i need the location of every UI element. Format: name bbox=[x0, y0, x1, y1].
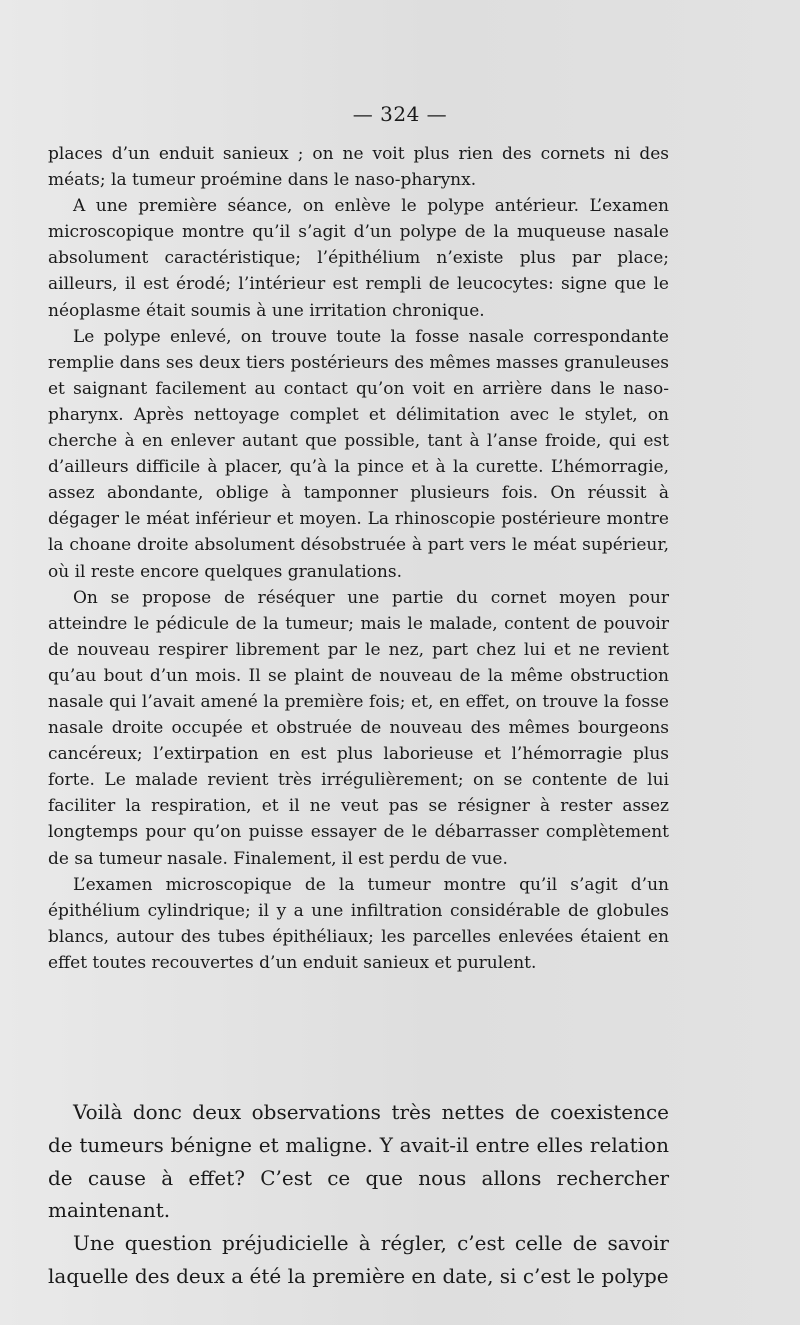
paragraph-preliminary-question: Une question préjudicielle à régler, c’est celle de savoir laquelle des deux a été la première en date, si c’est le polype bbox=[48, 1231, 669, 1288]
paragraph-polyp-removed: Le polype enlevé, on trouve toute la fosse nasale correspondante remplie dans ses deux tiers postérieurs des mêmes masses granuleuses et saignant facilement au contact qu’on voit en arrière dans le naso-pharynx. Après nettoyage complet et délimitation avec le stylet, on cherche à en enlever autant que possible, tant à l’anse froide, qui est d’ailleurs difficile à placer, qu’à la pince et à la curette. L’hémorragie, assez abondante, oblige à tamponner plusieurs fois. On réussit à dégager le méat inférieur et moyen. La rhinoscopie postérieure montre la choane droite absolument désobstruée à part vers le méat supérieur, où il reste encore quelques granulations. bbox=[48, 326, 669, 582]
paragraph-continuation: places d’un enduit sanieux ; on ne voit plus rien des cornets ni des méats; la tumeur proémine dans le naso-pharynx. bbox=[48, 144, 669, 191]
observation-text-block bbox=[48, 141, 669, 976]
page-number: — 324 — bbox=[352, 102, 448, 126]
paragraph-first-session: A une première séance, on enlève le polype antérieur. L’examen microscopique montre qu’il s’agit d’un polype de la muqueuse nasale absolument caractéristique; l’épithélium n’existe plus par place; ailleurs, il est érodé; l’intérieur est rempli de leucocytes: signe que le néoplasme était soumis à une irritation chronique. bbox=[48, 196, 669, 321]
main-text-block bbox=[48, 1096, 669, 1293]
paragraph-microscopic-exam: L’examen microscopique de la tumeur montre qu’il s’agit d’un épithélium cylindrique; il y a une infiltration considérable de globules blancs, autour des tubes épithéliaux; les parcelles enlevées étaient en effet toutes recouvertes d’un enduit sanieux et purulent. bbox=[48, 874, 669, 973]
paragraph-two-observations: Voilà donc deux observations très nettes de coexistence de tumeurs bénigne et maligne. Y avait-il entre elles relation de cause à effet? C’est ce que nous allons rechercher maintenant. bbox=[48, 1100, 669, 1223]
paragraph-resection: On se propose de réséquer une partie du cornet moyen pour atteindre le pédicule de la tumeur; mais le malade, content de pouvoir de nouveau respirer librement par le nez, part chez lui et ne revient qu’au bout d’un mois. Il se plaint de nouveau de la même obstruction nasale qui l’avait amené la première fois; et, en effet, on trouve la fosse nasale droite occupée et obstruée de nouveau des mêmes bourgeons cancéreux; l’extirpation en est plus laborieuse et l’hémorragie plus forte. Le malade revient très irrégulièrement; on se contente de lui faciliter la respiration, et il ne veut pas se résigner à rester assez longtemps pour qu’on puisse essayer de le débarrasser complètement de sa tumeur nasale. Finalement, il est perdu de vue. bbox=[48, 587, 669, 869]
